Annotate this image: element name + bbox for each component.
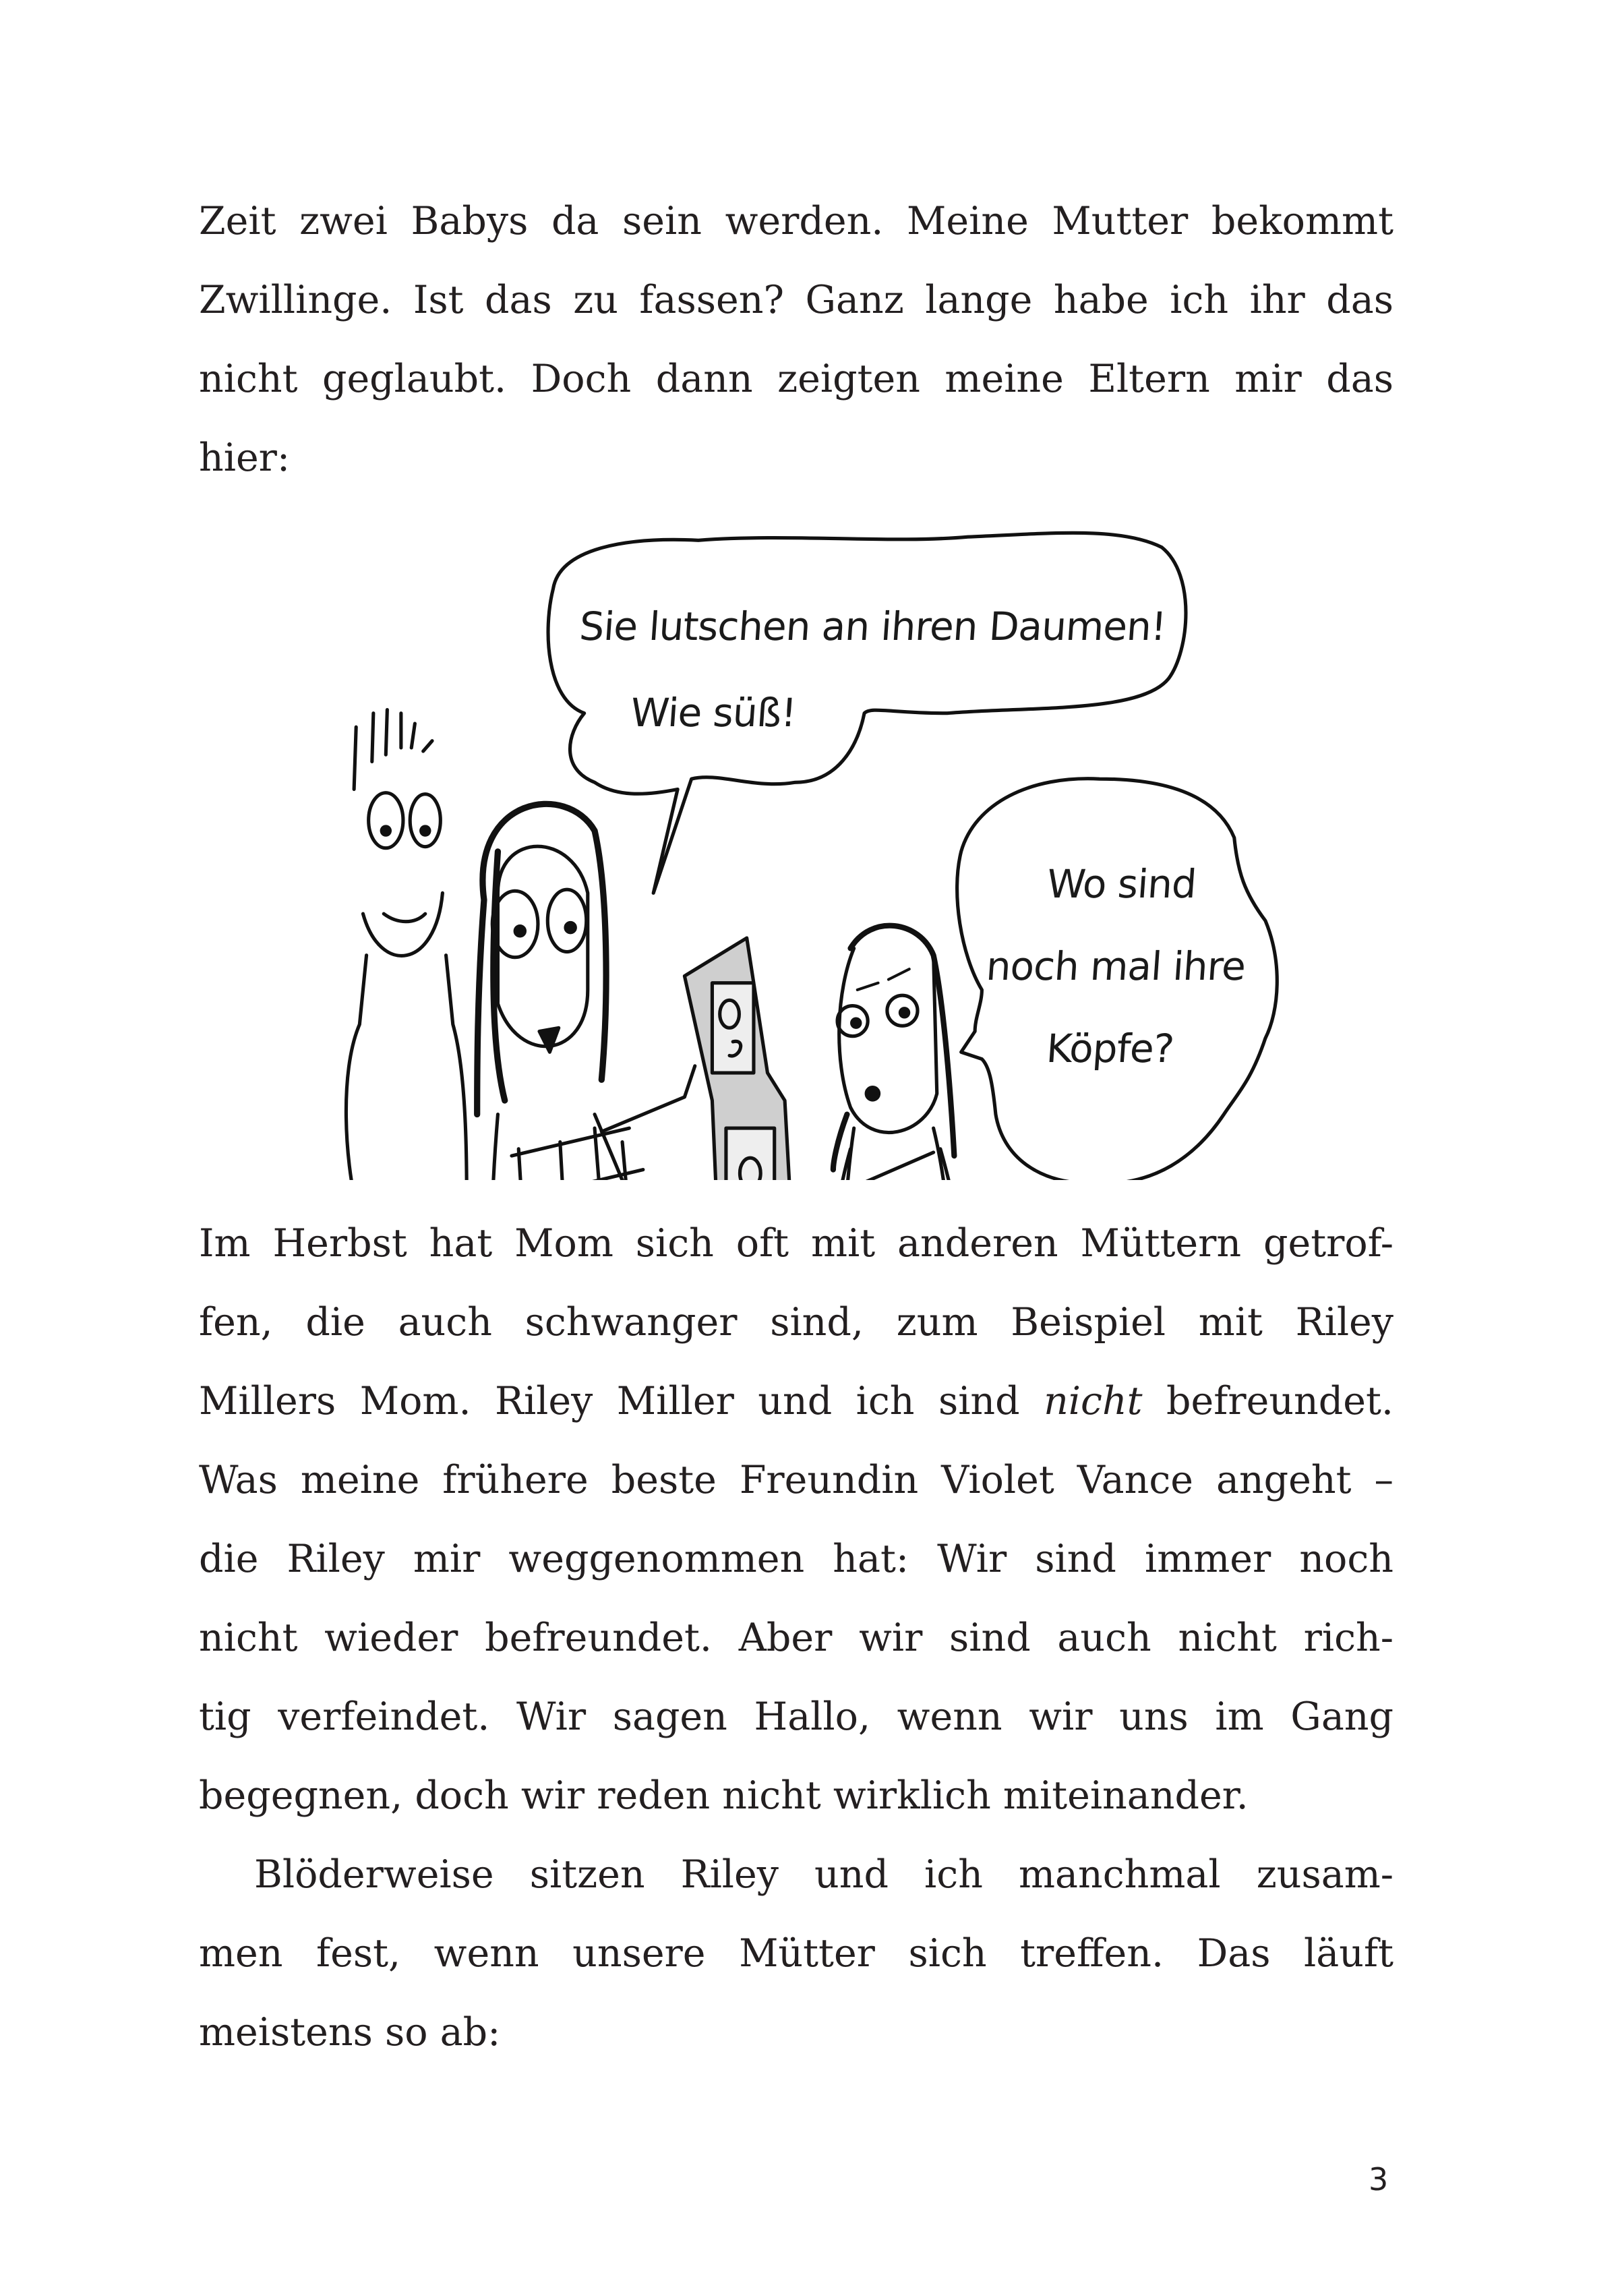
bubble-line: noch mal ihre — [984, 943, 1247, 989]
text-line: Im Herbst hat Mom sich oft mit anderen Müttern getrof- — [199, 1221, 1394, 1266]
page-number: 3 — [1369, 2161, 1389, 2198]
text-line: fen, die auch schwanger sind, zum Beispiel mit Riley — [199, 1300, 1394, 1345]
text-line: meistens so ab: — [199, 2010, 501, 2055]
paragraph-bottom — [199, 1204, 1394, 2072]
speech-bubble-mom-text — [560, 583, 1179, 756]
text-line: Zwillinge. Ist das zu fassen? Ganz lange habe ich ihr das — [199, 278, 1394, 322]
bubble-line: Köpfe? — [1044, 1026, 1176, 1071]
bubble-line: Wo sind — [1045, 861, 1198, 907]
ultrasound-photos — [678, 938, 795, 1180]
text-line: Was meine frühere beste Freundin Violet Vance angeht – — [199, 1458, 1394, 1502]
text-span: befreundet. — [1166, 1379, 1394, 1423]
text-line: Zeit zwei Babys da sein werden. Meine Mutter bekommt — [199, 199, 1394, 243]
text-line: hier: — [199, 436, 291, 480]
emphasis-nicht: nicht — [1044, 1379, 1143, 1423]
text-line: nicht geglaubt. Doch dann zeigten meine Eltern mir das — [199, 357, 1394, 401]
bubble-line: Wie süß! — [629, 690, 798, 736]
bubble-line: Sie lutschen an ihren Daumen! — [578, 604, 1168, 649]
illustration-family-ultrasound — [270, 506, 1348, 1180]
text-line: begegnen, doch wir reden nicht wirklich miteinander. — [199, 1773, 1249, 1818]
dad-figure — [346, 710, 477, 1180]
text-line: Blöderweise sitzen Riley und ich manchmal zusam- — [254, 1852, 1394, 1897]
text-span: Millers Mom. Riley Miller und ich sind — [199, 1379, 1020, 1423]
text-line: die Riley mir weggenommen hat: Wir sind immer noch — [199, 1537, 1394, 1581]
text-line: nicht wieder befreundet. Aber wir sind auch nicht rich- — [199, 1616, 1394, 1660]
text-line: tig verfeindet. Wir sagen Hallo, wenn wir uns im Gang — [199, 1695, 1394, 1739]
paragraph-top — [199, 182, 1394, 498]
speech-bubble-girl-text — [959, 843, 1273, 1090]
text-line: men fest, wenn unsere Mütter sich treffen. Das läuft — [199, 1931, 1394, 1976]
girl-figure — [823, 926, 968, 1180]
text-line — [199, 1362, 1394, 1441]
